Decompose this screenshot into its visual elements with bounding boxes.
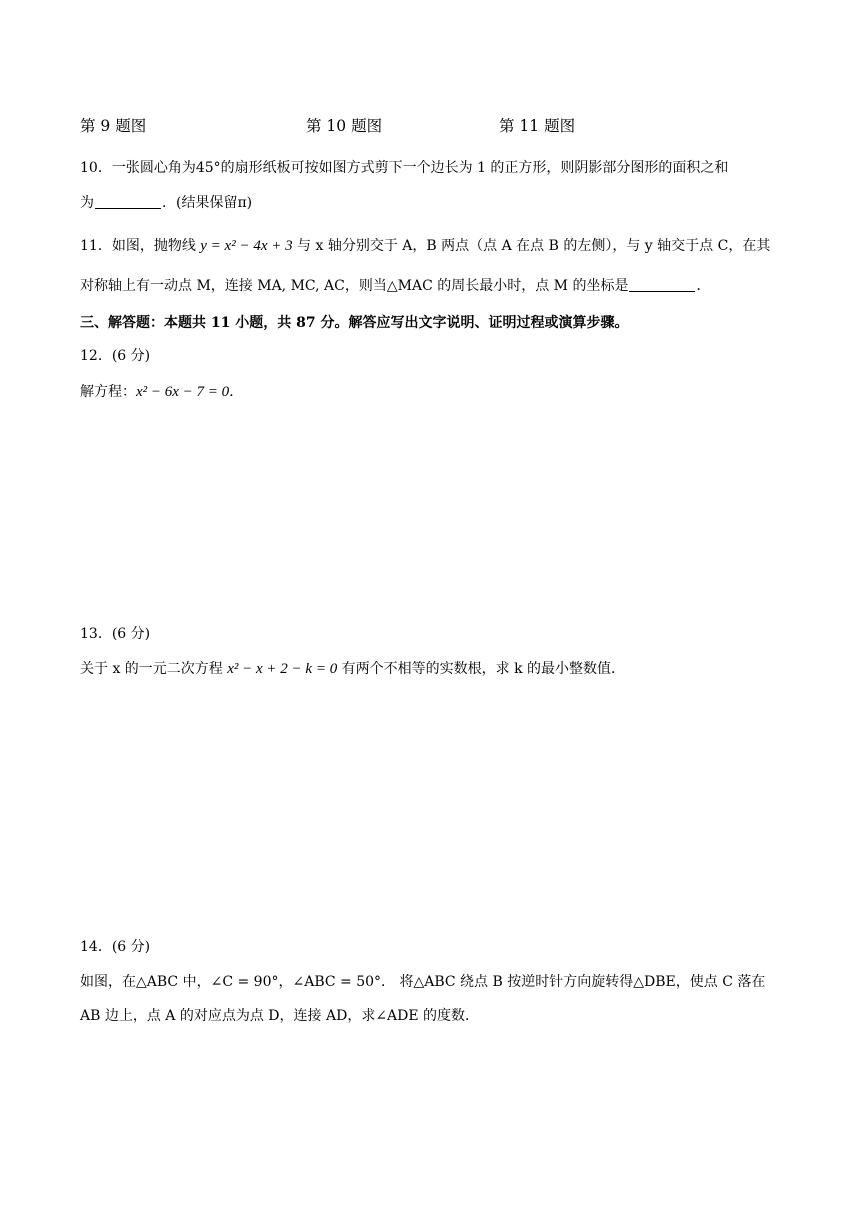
question-10-line-2 <box>80 193 252 213</box>
question-12-body <box>80 382 243 402</box>
question-10-line-1: 10．一张圆心角为45°的扇形纸板可按如图方式剪下一个边长为 1 的正方形，则阴影部分图形的面积之和 <box>80 160 729 176</box>
question-12-suffix: ． <box>229 384 244 400</box>
question-11-line-2 <box>80 276 710 296</box>
question-11-line2-suffix: ． <box>696 278 711 294</box>
figure-11-caption: 第 11 题图 <box>499 117 576 135</box>
question-14-header: 14．(6 分) <box>80 939 151 955</box>
question-11-suffix: 与 x 轴分别交于 A，B 两点（点 A 在点 B 的左侧），与 y 轴交于点 C，在其 <box>292 238 771 254</box>
question-10-prefix: 为 <box>80 195 94 211</box>
question-13-header: 13．(6 分) <box>80 626 151 642</box>
question-10-suffix: ．(结果保留π) <box>162 195 253 211</box>
question-11-prefix: 11．如图，抛物线 <box>80 238 201 254</box>
question-13-body <box>80 659 625 679</box>
figure-9-caption: 第 9 题图 <box>80 117 147 135</box>
answer-blank-11 <box>629 277 695 292</box>
question-13-suffix: 有两个不相等的实数根，求 k 的最小整数值． <box>337 661 626 677</box>
question-12-prefix: 解方程： <box>80 384 136 400</box>
question-13-prefix: 关于 x 的一元二次方程 <box>80 661 228 677</box>
question-11-line-1 <box>80 236 770 256</box>
parabola-equation: y = x² − 4x + 3 <box>200 238 293 254</box>
equation-12: x² − 6x − 7 = 0 <box>136 384 230 400</box>
figure-10-caption: 第 10 题图 <box>306 117 383 135</box>
question-14-line-1: 如图，在△ABC 中，∠C = 90°，∠ABC = 50°． 将△ABC 绕点 B 按逆时针方向旋转得△DBE，使点 C 落在 <box>80 974 766 990</box>
question-14-line-2: AB 边上，点 A 的对应点为点 D，连接 AD，求∠ADE 的度数． <box>80 1008 480 1024</box>
answer-blank-10 <box>95 194 161 209</box>
question-11-line2-text: 对称轴上有一动点 M，连接 MA, MC, AC，则当△MAC 的周长最小时，点 M 的坐标是 <box>80 278 629 294</box>
section-3-heading: 三、解答题：本题共 11 小题，共 87 分。解答应写出文字说明、证明过程或演算步骤。 <box>80 315 629 331</box>
question-12-header: 12．(6 分) <box>80 348 151 364</box>
equation-13: x² − x + 2 − k = 0 <box>227 661 338 677</box>
